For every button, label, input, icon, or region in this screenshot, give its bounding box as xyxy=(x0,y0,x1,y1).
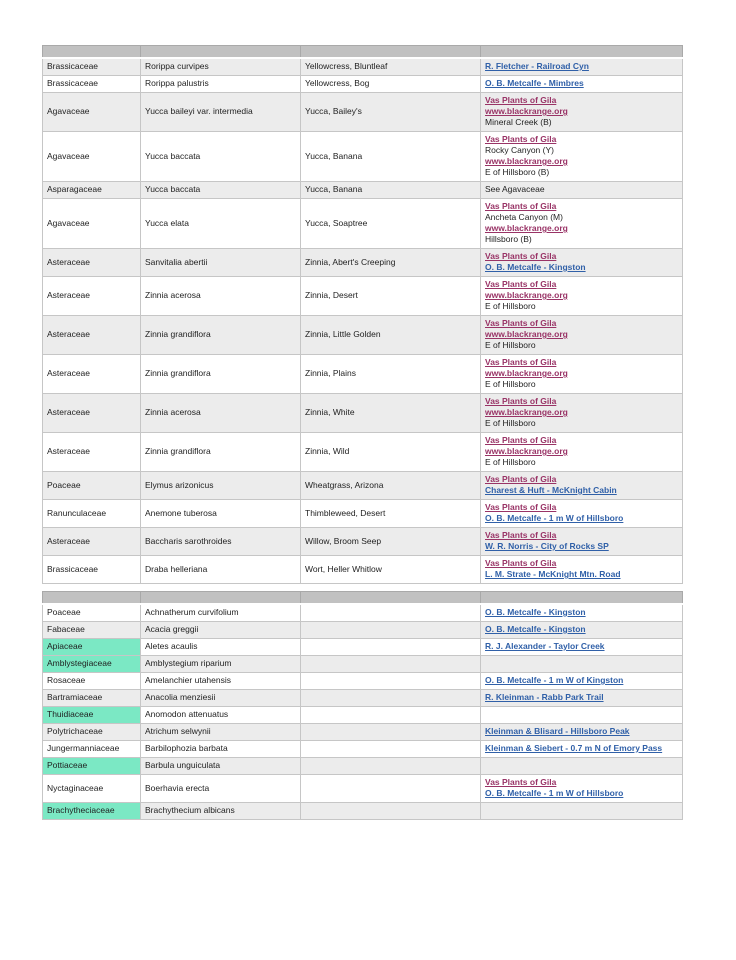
source-cell xyxy=(481,249,683,277)
species-cell: Amelanchier utahensis xyxy=(141,673,301,690)
source-link[interactable]: Vas Plants of Gila xyxy=(485,435,557,445)
table-row xyxy=(43,132,683,182)
source-location-text: Mineral Creek (B) xyxy=(485,117,552,127)
species-cell: Amblystegium riparium xyxy=(141,656,301,673)
species-cell: Yucca elata xyxy=(141,199,301,249)
source-cell xyxy=(481,500,683,528)
column-header-source xyxy=(481,592,683,605)
source-link[interactable]: Vas Plants of Gila xyxy=(485,95,557,105)
species-cell: Baccharis sarothroides xyxy=(141,528,301,556)
source-cell xyxy=(481,472,683,500)
species-cell: Acacia greggii xyxy=(141,622,301,639)
species-cell: Elymus arizonicus xyxy=(141,472,301,500)
table-row xyxy=(43,528,683,556)
source-cell xyxy=(481,132,683,182)
family-cell: Jungermanniaceae xyxy=(43,741,141,758)
table-row xyxy=(43,741,683,758)
table-row xyxy=(43,93,683,132)
column-header-species xyxy=(141,592,301,605)
common-name-cell xyxy=(301,758,481,775)
species-cell: Zinnia grandiflora xyxy=(141,355,301,394)
source-link[interactable]: O. B. Metcalfe - Mimbres xyxy=(485,78,584,88)
family-cell: Brassicaceae xyxy=(43,76,141,93)
common-name-cell: Zinnia, Plains xyxy=(301,355,481,394)
source-link[interactable]: Vas Plants of Gila xyxy=(485,396,557,406)
source-link[interactable]: W. R. Norris - City of Rocks SP xyxy=(485,541,609,551)
table-row xyxy=(43,656,683,673)
table-header xyxy=(43,592,683,605)
source-cell xyxy=(481,355,683,394)
species-cell: Sanvitalia abertii xyxy=(141,249,301,277)
common-name-cell: Yucca, Bailey's xyxy=(301,93,481,132)
family-cell: Asteraceae xyxy=(43,277,141,316)
family-cell: Asteraceae xyxy=(43,316,141,355)
table-row xyxy=(43,639,683,656)
species-cell: Yucca baccata xyxy=(141,132,301,182)
family-cell: Asparagaceae xyxy=(43,182,141,199)
family-cell: Thuidiaceae xyxy=(43,707,141,724)
source-location-text: See Agavaceae xyxy=(485,184,545,194)
common-name-cell xyxy=(301,803,481,820)
column-header-family xyxy=(43,46,141,59)
common-name-cell xyxy=(301,724,481,741)
source-cell xyxy=(481,277,683,316)
source-cell xyxy=(481,528,683,556)
source-cell xyxy=(481,556,683,584)
family-cell: Asteraceae xyxy=(43,355,141,394)
source-location-text: Ancheta Canyon (M) xyxy=(485,212,563,222)
source-cell xyxy=(481,673,683,690)
species-cell: Barbula unguiculata xyxy=(141,758,301,775)
table-row xyxy=(43,758,683,775)
source-link[interactable]: O. B. Metcalfe - 1 m W of Kingston xyxy=(485,675,624,685)
source-location-text: E of Hillsboro xyxy=(485,379,536,389)
source-link[interactable]: Vas Plants of Gila xyxy=(485,558,557,568)
common-name-cell xyxy=(301,673,481,690)
family-cell: Amblystegiaceae xyxy=(43,656,141,673)
source-location-text: Hillsboro (B) xyxy=(485,234,532,244)
species-cell: Zinnia acerosa xyxy=(141,394,301,433)
common-name-cell: Yucca, Banana xyxy=(301,182,481,199)
family-cell: Poaceae xyxy=(43,604,141,622)
source-cell xyxy=(481,775,683,803)
source-cell xyxy=(481,182,683,199)
species-cell: Boerhavia erecta xyxy=(141,775,301,803)
common-name-cell: Wheatgrass, Arizona xyxy=(301,472,481,500)
source-link[interactable]: R. J. Alexander - Taylor Creek xyxy=(485,641,605,651)
species-cell: Barbilophozia barbata xyxy=(141,741,301,758)
source-link[interactable]: Kleinman & Blisard - Hillsboro Peak xyxy=(485,726,630,736)
species-cell: Anemone tuberosa xyxy=(141,500,301,528)
species-cell: Anomodon attenuatus xyxy=(141,707,301,724)
common-name-cell: Yellowcress, Bog xyxy=(301,76,481,93)
source-cell xyxy=(481,76,683,93)
family-cell: Brassicaceae xyxy=(43,556,141,584)
source-link[interactable]: O. B. Metcalfe - Kingston xyxy=(485,624,586,634)
common-name-cell: Wort, Heller Whitlow xyxy=(301,556,481,584)
common-name-cell: Yucca, Soaptree xyxy=(301,199,481,249)
source-cell xyxy=(481,741,683,758)
common-name-cell xyxy=(301,707,481,724)
source-link[interactable]: Charest & Huft - McKnight Cabin xyxy=(485,485,617,495)
species-cell: Atrichum selwynii xyxy=(141,724,301,741)
table-row xyxy=(43,724,683,741)
source-location-text: E of Hillsboro xyxy=(485,340,536,350)
table-row xyxy=(43,76,683,93)
common-name-cell: Zinnia, Desert xyxy=(301,277,481,316)
table-row xyxy=(43,316,683,355)
table-row xyxy=(43,249,683,277)
source-location-text: E of Hillsboro xyxy=(485,418,536,428)
common-name-cell: Zinnia, Abert's Creeping xyxy=(301,249,481,277)
family-cell: Nyctaginaceae xyxy=(43,775,141,803)
family-cell: Asteraceae xyxy=(43,433,141,472)
family-cell: Ranunculaceae xyxy=(43,500,141,528)
plant-table-upper xyxy=(42,45,683,584)
species-cell: Rorippa palustris xyxy=(141,76,301,93)
table-row xyxy=(43,622,683,639)
common-name-cell xyxy=(301,639,481,656)
species-cell: Zinnia grandiflora xyxy=(141,316,301,355)
source-cell xyxy=(481,433,683,472)
source-link[interactable]: Vas Plants of Gila xyxy=(485,530,557,540)
source-location-text: Rocky Canyon (Y) xyxy=(485,145,554,155)
source-link[interactable]: L. M. Strate - McKnight Mtn. Road xyxy=(485,569,621,579)
header-row xyxy=(43,46,683,59)
plant-checklist xyxy=(42,45,683,820)
source-link[interactable]: O. B. Metcalfe - 1 m W of Hillsboro xyxy=(485,513,624,523)
source-cell xyxy=(481,639,683,656)
column-header-common-name xyxy=(301,46,481,59)
family-cell: Asteraceae xyxy=(43,528,141,556)
website-link[interactable]: www.blackrange.org xyxy=(485,329,568,339)
species-cell: Yucca baccata xyxy=(141,182,301,199)
source-link[interactable]: Vas Plants of Gila xyxy=(485,279,557,289)
common-name-cell xyxy=(301,741,481,758)
family-cell: Polytrichaceae xyxy=(43,724,141,741)
family-cell: Fabaceae xyxy=(43,622,141,639)
website-link[interactable]: www.blackrange.org xyxy=(485,446,568,456)
website-link[interactable]: www.blackrange.org xyxy=(485,223,568,233)
source-location-text: E of Hillsboro xyxy=(485,457,536,467)
species-cell: Achnatherum curvifolium xyxy=(141,604,301,622)
species-cell: Brachythecium albicans xyxy=(141,803,301,820)
table-header xyxy=(43,46,683,59)
family-cell: Bartramiaceae xyxy=(43,690,141,707)
family-cell: Asteraceae xyxy=(43,394,141,433)
common-name-cell: Willow, Broom Seep xyxy=(301,528,481,556)
source-cell xyxy=(481,604,683,622)
species-cell: Yucca baileyi var. intermedia xyxy=(141,93,301,132)
source-cell xyxy=(481,316,683,355)
website-link[interactable]: www.blackrange.org xyxy=(485,368,568,378)
common-name-cell xyxy=(301,775,481,803)
table-row xyxy=(43,182,683,199)
common-name-cell: Zinnia, Wild xyxy=(301,433,481,472)
source-cell xyxy=(481,199,683,249)
family-cell: Poaceae xyxy=(43,472,141,500)
source-cell xyxy=(481,58,683,76)
common-name-cell: Thimbleweed, Desert xyxy=(301,500,481,528)
source-link[interactable]: Vas Plants of Gila xyxy=(485,357,557,367)
source-cell xyxy=(481,690,683,707)
website-link[interactable]: www.blackrange.org xyxy=(485,106,568,116)
family-cell: Pottiaceae xyxy=(43,758,141,775)
column-header-family xyxy=(43,592,141,605)
source-link[interactable]: Vas Plants of Gila xyxy=(485,502,557,512)
family-cell: Brassicaceae xyxy=(43,58,141,76)
source-link[interactable]: O. B. Metcalfe - Kingston xyxy=(485,262,586,272)
table-row xyxy=(43,673,683,690)
common-name-cell xyxy=(301,656,481,673)
source-cell xyxy=(481,394,683,433)
common-name-cell xyxy=(301,622,481,639)
family-cell: Agavaceae xyxy=(43,132,141,182)
source-link[interactable]: Vas Plants of Gila xyxy=(485,318,557,328)
source-location-text: E of Hillsboro (B) xyxy=(485,167,550,177)
common-name-cell: Yucca, Banana xyxy=(301,132,481,182)
family-cell: Agavaceae xyxy=(43,93,141,132)
source-link[interactable]: Vas Plants of Gila xyxy=(485,134,557,144)
source-cell xyxy=(481,707,683,724)
family-cell: Brachytheciaceae xyxy=(43,803,141,820)
source-cell xyxy=(481,758,683,775)
source-link[interactable]: O. B. Metcalfe - 1 m W of Hillsboro xyxy=(485,788,624,798)
source-cell xyxy=(481,622,683,639)
website-link[interactable]: www.blackrange.org xyxy=(485,407,568,417)
source-link[interactable]: Vas Plants of Gila xyxy=(485,201,557,211)
source-location-text: E of Hillsboro xyxy=(485,301,536,311)
species-cell: Zinnia grandiflora xyxy=(141,433,301,472)
column-header-species xyxy=(141,46,301,59)
source-cell xyxy=(481,656,683,673)
species-cell: Aletes acaulis xyxy=(141,639,301,656)
plant-table-lower xyxy=(42,591,683,820)
table-row xyxy=(43,199,683,249)
website-link[interactable]: www.blackrange.org xyxy=(485,156,568,166)
table-row xyxy=(43,58,683,76)
column-header-common-name xyxy=(301,592,481,605)
common-name-cell xyxy=(301,690,481,707)
table-row xyxy=(43,433,683,472)
source-link[interactable]: R. Fletcher - Railroad Cyn xyxy=(485,61,589,71)
header-row xyxy=(43,592,683,605)
source-link[interactable]: O. B. Metcalfe - Kingston xyxy=(485,607,586,617)
species-cell: Zinnia acerosa xyxy=(141,277,301,316)
table-row xyxy=(43,355,683,394)
common-name-cell xyxy=(301,604,481,622)
table-row xyxy=(43,277,683,316)
table-row xyxy=(43,707,683,724)
family-cell: Asteraceae xyxy=(43,249,141,277)
table-row xyxy=(43,803,683,820)
common-name-cell: Zinnia, White xyxy=(301,394,481,433)
table-row xyxy=(43,556,683,584)
common-name-cell: Yellowcress, Bluntleaf xyxy=(301,58,481,76)
species-cell: Anacolia menziesii xyxy=(141,690,301,707)
family-cell: Apiaceae xyxy=(43,639,141,656)
column-header-source xyxy=(481,46,683,59)
family-cell: Agavaceae xyxy=(43,199,141,249)
source-link[interactable]: Vas Plants of Gila xyxy=(485,777,557,787)
source-cell xyxy=(481,724,683,741)
website-link[interactable]: www.blackrange.org xyxy=(485,290,568,300)
table-row xyxy=(43,472,683,500)
species-cell: Rorippa curvipes xyxy=(141,58,301,76)
source-cell xyxy=(481,803,683,820)
family-cell: Rosaceae xyxy=(43,673,141,690)
source-link[interactable]: Vas Plants of Gila xyxy=(485,474,557,484)
source-link[interactable]: R. Kleinman - Rabb Park Trail xyxy=(485,692,604,702)
source-link[interactable]: Kleinman & Siebert - 0.7 m N of Emory Pass xyxy=(485,743,663,753)
source-cell xyxy=(481,93,683,132)
table-row xyxy=(43,394,683,433)
table-row xyxy=(43,775,683,803)
species-cell: Draba helleriana xyxy=(141,556,301,584)
source-link[interactable]: Vas Plants of Gila xyxy=(485,251,557,261)
table-row xyxy=(43,690,683,707)
table-row xyxy=(43,604,683,622)
common-name-cell: Zinnia, Little Golden xyxy=(301,316,481,355)
table-row xyxy=(43,500,683,528)
